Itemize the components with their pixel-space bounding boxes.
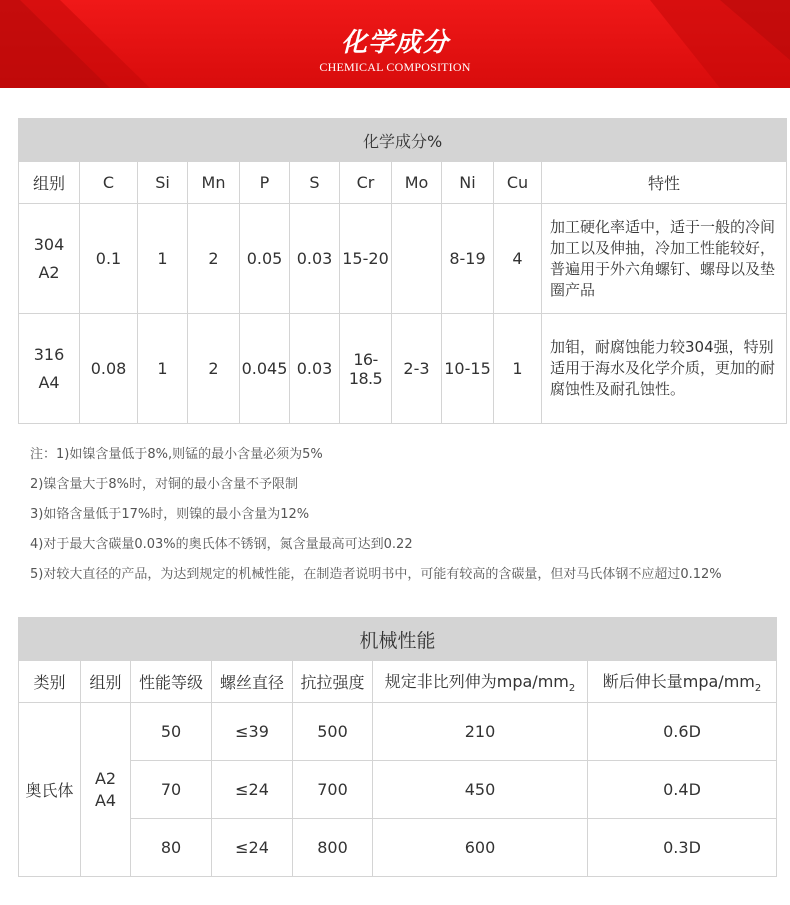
chem-header-s: S — [290, 162, 340, 204]
chem-header-cu: Cu — [494, 162, 542, 204]
chem-header-row — [19, 162, 787, 204]
tensile-strength: 800 — [293, 819, 373, 877]
table-row — [19, 314, 787, 424]
mech-table-caption: 机械性能 — [19, 618, 777, 661]
chem-header-c: C — [80, 162, 138, 204]
group-a2: A2 — [94, 768, 117, 788]
table-row — [19, 761, 777, 819]
banner-subtitle: CHEMICAL COMPOSITION — [319, 60, 471, 74]
chem-header-p: P — [240, 162, 290, 204]
table-row — [19, 703, 777, 761]
note-3: 3)如铬含量低于17%时，则镍的最小含量为12% — [30, 507, 310, 522]
screw-diameter: ≤24 — [212, 761, 293, 819]
mech-header-grade: 性能等级 — [131, 661, 212, 703]
mo-value: 2-3 — [392, 314, 442, 424]
c-value: 0.1 — [80, 204, 138, 314]
mech-header-elongation-label: 断后伸长量mpa/mm — [602, 671, 755, 691]
category-cell: 奥氏体 — [19, 703, 81, 877]
cr-value: 15-20 — [340, 204, 392, 314]
tensile-strength: 700 — [293, 761, 373, 819]
chem-table-caption: 化学成分% — [19, 119, 787, 162]
chem-header-mo: Mo — [392, 162, 442, 204]
tensile-strength: 500 — [293, 703, 373, 761]
property-grade: 70 — [131, 761, 212, 819]
note-5: 5)对较大直径的产品，为达到规定的机械性能，在制造者说明书中，可能有较高的含碳量，但对马氏体钢不应超过0.12% — [30, 567, 722, 582]
yield-value: 450 — [373, 761, 588, 819]
si-value: 1 — [138, 204, 188, 314]
ni-value: 8-19 — [442, 204, 494, 314]
grade-number: 316 — [33, 344, 65, 364]
mo-value — [392, 204, 442, 314]
mech-header-diameter: 螺丝直径 — [212, 661, 293, 703]
mech-header-yield — [373, 661, 588, 703]
group-cell — [81, 703, 131, 877]
chem-header-property: 特性 — [542, 162, 787, 204]
grade-class: A2 — [38, 262, 60, 282]
mech-header-group: 组别 — [81, 661, 131, 703]
chem-header-mn: Mn — [188, 162, 240, 204]
elongation-value: 0.6D — [588, 703, 777, 761]
p-value: 0.045 — [240, 314, 290, 424]
grade-cell — [19, 314, 80, 424]
grade-number: 304 — [33, 234, 65, 254]
mech-header-row — [19, 661, 777, 703]
section-banner — [0, 0, 790, 88]
chem-header-cr: Cr — [340, 162, 392, 204]
unit-subscript: 2 — [754, 683, 762, 695]
yield-value: 210 — [373, 703, 588, 761]
mech-header-elongation — [588, 661, 777, 703]
mn-value: 2 — [188, 314, 240, 424]
screw-diameter: ≤39 — [212, 703, 293, 761]
chemical-composition-table — [18, 118, 787, 424]
ni-value: 10-15 — [442, 314, 494, 424]
note-2: 2)镍含量大于8%时，对铜的最小含量不予限制 — [30, 477, 298, 492]
property-grade: 50 — [131, 703, 212, 761]
group-a4: A4 — [94, 790, 117, 810]
mech-header-tensile: 抗拉强度 — [293, 661, 373, 703]
grade-cell — [19, 204, 80, 314]
yield-value: 600 — [373, 819, 588, 877]
mechanical-properties-table — [18, 617, 777, 877]
composition-notes — [30, 444, 780, 594]
unit-subscript: 2 — [568, 683, 576, 695]
mech-header-yield-label: 规定非比列伸为mpa/mm — [384, 671, 569, 691]
s-value: 0.03 — [290, 314, 340, 424]
note-4: 4)对于最大含碳量0.03%的奥氏体不锈钢，氮含量最高可达到0.22 — [30, 537, 413, 552]
property-text: 加工硬化率适中，适于一般的冷间加工以及伸抽，冷加工性能较好，普遍用于外六角螺钉、螺母以及垫圈产品 — [542, 204, 787, 314]
elongation-value: 0.4D — [588, 761, 777, 819]
chem-header-grade: 组别 — [19, 162, 80, 204]
chem-header-ni: Ni — [442, 162, 494, 204]
si-value: 1 — [138, 314, 188, 424]
note-1: 注：1)如镍含量低于8%,则锰的最小含量必须为5% — [30, 447, 323, 462]
cu-value: 1 — [494, 314, 542, 424]
c-value: 0.08 — [80, 314, 138, 424]
cu-value: 4 — [494, 204, 542, 314]
table-row — [19, 819, 777, 877]
property-text: 加钼，耐腐蚀能力较304强，特别适用于海水及化学介质，更加的耐腐蚀性及耐孔蚀性。 — [542, 314, 787, 424]
property-grade: 80 — [131, 819, 212, 877]
s-value: 0.03 — [290, 204, 340, 314]
cr-value: 16-18.5 — [340, 314, 392, 424]
chem-header-si: Si — [138, 162, 188, 204]
grade-class: A4 — [38, 372, 60, 392]
mech-header-category: 类别 — [19, 661, 81, 703]
banner-title: 化学成分 — [340, 28, 449, 58]
screw-diameter: ≤24 — [212, 819, 293, 877]
elongation-value: 0.3D — [588, 819, 777, 877]
mn-value: 2 — [188, 204, 240, 314]
table-row — [19, 204, 787, 314]
p-value: 0.05 — [240, 204, 290, 314]
